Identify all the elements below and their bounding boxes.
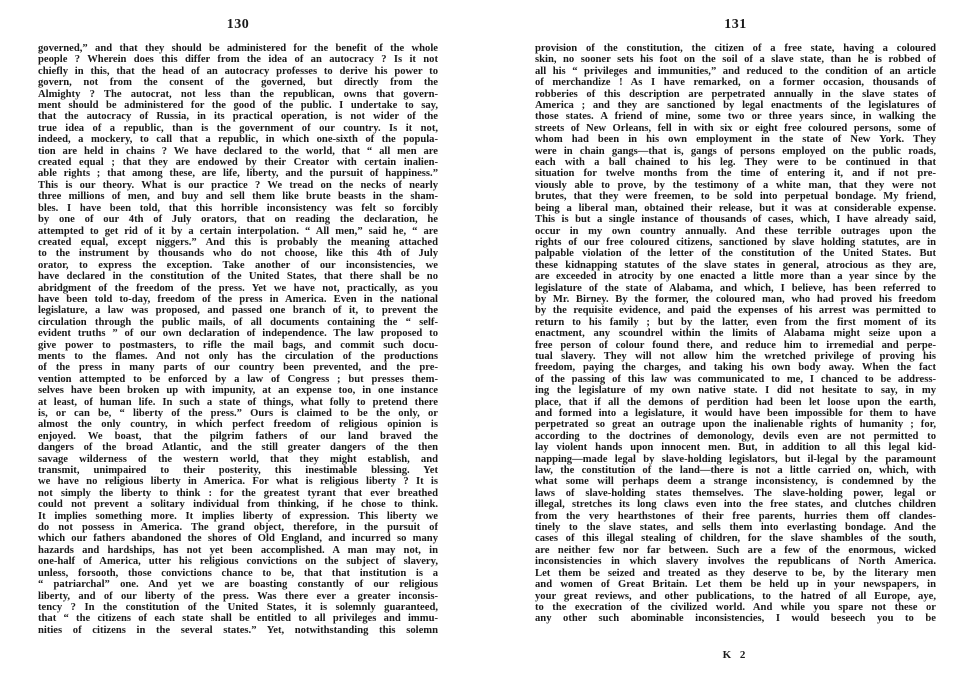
text-line: place, that if all the demons of perdition had been let loose upon the earth, (535, 396, 936, 408)
text-line: ing the legislature of my own native state. I did not hesitate to say, in my (535, 385, 936, 397)
text-line: by Mr. Birney. By the former, the coloured man, who had proved his freedom (535, 293, 936, 305)
text-line: three millions of men, and buy and sell them like brute beasts in the sham- (38, 191, 438, 203)
text-line: chiefly in this, that the head of an autocracy professes to derive his power to (38, 65, 438, 77)
text-line: tual slavery. They will not allow him the wretched privilege of proving his (535, 350, 936, 362)
text-line: which our fathers abandoned the shores of Old England, and incurred so many (38, 533, 438, 545)
right-page (535, 0, 936, 692)
text-line: streets of New Orleans, fell in with six or eight free coloured persons, some of (535, 122, 936, 134)
text-line: inconsistencies in which slavery involves the republicans of North America. (535, 556, 936, 568)
text-line: indeed, a mockery, to call that a republic, in which one-sixth of the popula- (38, 134, 438, 146)
text-line: of merchandize ! As I have remarked, on a former occasion, thousands of (535, 77, 936, 89)
text-line: dangers of the broad Atlantic, and the still greater dangers of the then (38, 442, 438, 454)
text-line: have declared in the constitution of the United States, that there shall be no (38, 271, 438, 283)
text-line: and formed into a legislature, it would have been impossible for them to have (535, 408, 936, 419)
text-line: return to his family ; but by the latter, even from the first moment of its (535, 316, 936, 328)
text-line: whom had been in his own employment in the state of New York. They (535, 134, 936, 146)
text-line: freedom, paying the charges, and taking his own body away. When the fact (535, 362, 936, 374)
text-line: situation for twelve months from the time of entering it, and if not pre- (535, 168, 936, 180)
text-line: tinely to the slave states, and sells them into everlasting bondage. And the (535, 522, 936, 534)
text-line: liberty, and of our liberty of the press. Was there ever a greater inconsis- (38, 590, 438, 602)
text-line: all his “ privileges and immunities,” and reduced to the condition of an article (535, 65, 936, 77)
text-line: unless, forsooth, those convictions chance to be, that that institution is a (38, 567, 438, 579)
text-line: by one of our 4th of July orators, that on reading the declaration, he (38, 214, 438, 226)
text-line: these kidnapping statutes of the slave states in general, atrocious as they are, (535, 259, 936, 271)
text-line: could not prevent a solitary individual from thinking, if he chose to think. (38, 499, 438, 511)
text-line: nities of citizens in the several states.” Yet, notwithstanding this solemn (38, 624, 438, 636)
text-line: It implies something more. It implies liberty of expression. This liberty we (38, 510, 438, 522)
text-line: to the execration of the civilized world. And while you spare not these or (535, 601, 936, 613)
text-line: legislature, a law was proposed, and passed one branch of it, to prevent the (38, 305, 438, 317)
text-line: tion are held in chains ? We have declared to the world, that “ all men are (38, 145, 438, 157)
text-line: Almighty ? The autocrat, not less than the republican, owns that govern- (38, 88, 438, 100)
page-body-text (38, 43, 438, 636)
text-line: occur in my own country annually. And these terrible outrages upon the (535, 225, 936, 237)
text-line: viously able to prove, by the testimony of a white man, that they were not (535, 179, 936, 191)
text-line: provision of the constitution, the citizen of a free state, having a coloured (535, 43, 936, 54)
text-line: do not possess in America. The grand object, therefore, in the pursuit of (38, 522, 438, 534)
text-line: “ patriarchal” one. And yet we are boasting constantly of our religious (38, 579, 438, 591)
text-line: each with a ball chained to his leg. They were to be continued in that (535, 157, 936, 169)
text-line: are neither few nor far between. Such are a few of the enormous, wicked (535, 544, 936, 556)
text-line: orator, to express the exception. Take another of our inconsistencies, we (38, 259, 438, 271)
text-line: circulation through the public mails, of all documents containing the “ self- (38, 316, 438, 328)
text-line: have been told to-day, freedom of the press in America. Even in the national (38, 293, 438, 305)
text-line: vention attempted to be enforced by a law of Congress ; but presses them- (38, 373, 438, 385)
text-line: true idea of a republic, than is the government of our country. Is it not, (38, 122, 438, 134)
text-line: ments to the flames. And not only has the circulation of the productions (38, 350, 438, 362)
text-line: bles. I have been told, that this horrible inconsistency was felt so forcibly (38, 202, 438, 214)
text-line: enjoyed. We boast, that the pilgrim fathers of our land braved the (38, 430, 438, 442)
text-line: lay violent hands upon innocent men. But, in addition to all this legal kid- (535, 442, 936, 454)
text-line: evident truths ” of our own declaration of independence. The law proposed to (38, 328, 438, 340)
page-number: 131 (724, 17, 747, 32)
text-line: transmit, unimpaired to their posterity, this inestimable blessing. Yet (38, 465, 438, 477)
text-line: give power to postmasters, to rifle the mail bags, and commit such docu- (38, 339, 438, 351)
text-line: people ? Wherein does this differ from the idea of an autocracy ? Is it not (38, 54, 438, 66)
text-line: at least, of human life. In such a state of things, what folly to pretend there (38, 396, 438, 408)
text-line: were in chain gangs—that is, gangs of persons employed on the public roads, (535, 145, 936, 157)
text-line: created equal, except niggers.” And this is probably the meaning attached (38, 236, 438, 248)
text-line: not simply the liberty to think : for the greatest tyrant that ever breathed (38, 487, 438, 499)
text-line: selves have been broken up with impunity, at an expense too, in one instance (38, 385, 438, 397)
text-line: enactment, any scoundrel within the limits of Alabama might seize upon a (535, 328, 936, 340)
text-line: are exceeded in atrocity by one enacted a little more than a year since by the (535, 271, 936, 283)
text-line: illegal, stretches its long claws even into the free states, and clutches children (535, 499, 936, 511)
text-line: perpetrated so great an outrage upon the inalienable rights of humanity ; for, (535, 419, 936, 431)
text-line: is, or can be, “ liberty of the press.” Ours is claimed to be the only, or (38, 408, 438, 419)
text-line: created equal ; that they are endowed by their Creator with certain inalien- (38, 157, 438, 169)
text-line: America ; and they are sanctioned by legal enactments of the legislatures of (535, 100, 936, 112)
text-line: abridgment of the freedom of the press. Yet we have not, practically, as you (38, 282, 438, 294)
text-line: what some will perhaps deem a strange inconsistency, is condemned by the (535, 476, 936, 488)
text-line: ment should be administered for the good of the public. I undertake to say, (38, 100, 438, 112)
left-page (38, 0, 438, 692)
text-line: free person of colour found there, and reduce him to irremedial and perpe- (535, 339, 936, 351)
page-body-text (535, 43, 936, 625)
text-line: rights of our free coloured citizens, sanctioned by slave holding statutes, are in (535, 236, 936, 248)
text-line: from the very hearthstones of their free parents, hurries them off clandes- (535, 510, 936, 522)
text-line: robberies of this description are perpetrated annually in the slave states of (535, 88, 936, 100)
text-line: able rights ; that among these, are life, liberty, and the pursuit of happiness.” (38, 168, 438, 180)
text-line: that “ the citizens of each state shall be entitled to all privileges and immu- (38, 613, 438, 625)
text-line: any other such abominable inconsistencies, I would beseech you to be (535, 613, 936, 625)
text-line: brutes, that they were freemen, to be sold into perpetual bondage. My friend, (535, 191, 936, 203)
text-line: to the instrument by thousands who do not choose, like this 4th of July (38, 248, 438, 260)
text-line: according to the doctrines of demonology, devils even are not permitted to (535, 430, 936, 442)
text-line: being a liberal man, obtained their release, but it was at considerable expense. (535, 202, 936, 214)
signature-mark: K 2 (722, 649, 749, 661)
text-line: napping—made legal by slave-holding legislators, but il-legal by the paramount (535, 453, 936, 465)
text-line: almost the only country, in which perfect freedom of religious opinion is (38, 419, 438, 431)
text-line: one-half of America, utter his religious convictions on the subject of slavery, (38, 556, 438, 568)
page-number: 130 (226, 17, 250, 32)
text-line: cases of this illegal stealing of children, for the slave shambles of the south, (535, 533, 936, 545)
text-line: of the passing of this law was communicated to me, I chanced to be address- (535, 373, 936, 385)
text-line: palpable violation of the letter of the constitution of the United States. But (535, 248, 936, 260)
text-line: This is but a single instance of thousands of cases, which, I have already said, (535, 214, 936, 226)
text-line: that the autocracy of Russia, in its practical operation, is not wider of the (38, 111, 438, 123)
text-line: govern, not from the consent of the governed, but directly from the (38, 77, 438, 89)
text-line: those states. A friend of mine, some two or three years since, in walking the (535, 111, 936, 123)
text-line: and women of Great Britain. Let them be held up in your newspapers, in (535, 579, 936, 591)
text-line: we have no religious liberty in America. For what is religious liberty ? It is (38, 476, 438, 488)
text-line: of the press in many parts of our country been prevented, and the pre- (38, 362, 438, 374)
text-line: savage wilderness of the western world, that they might establish, and (38, 453, 438, 465)
text-line: legislature of the state of Alabama, and which, I believe, has been referred to (535, 282, 936, 294)
text-line: This is our theory. What is our practice ? We tread on the necks of nearly (38, 179, 438, 191)
text-line: law, the constitution of the land—there is not a little carried on, which, with (535, 465, 936, 477)
text-line: laws of slave-holding states themselves. The slave-holding power, legal or (535, 487, 936, 499)
text-line: your great reviews, and other publications, to the hatred of all Europe, aye, (535, 590, 936, 602)
text-line: skin, no sooner sets his foot on the soil of a slave state, than he is robbed of (535, 54, 936, 66)
text-line: by the requisite evidence, and paid the expenses of his arrest was permitted to (535, 305, 936, 317)
text-line: governed,” and that they should be administered for the benefit of the whole (38, 43, 438, 54)
text-line: tency ? In the constitution of the United States, it is solemnly guaranteed, (38, 601, 438, 613)
text-line: hazards and hardships, has not yet been accomplished. A man may not, in (38, 544, 438, 556)
text-line: Let them be seized and treated as they deserve to be, by the literary men (535, 567, 936, 579)
text-line: attempted to get rid of it by a certain interpolation. “ All men,” said he, “ are (38, 225, 438, 237)
